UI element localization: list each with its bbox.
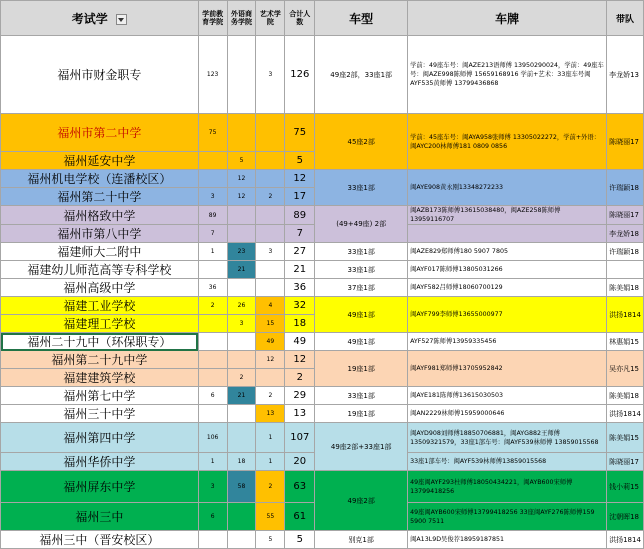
- c2-cell[interactable]: 3: [227, 315, 256, 333]
- school-cell[interactable]: 福建幼儿师范高等专科学校: [1, 261, 199, 279]
- c1-cell[interactable]: 2: [198, 297, 227, 315]
- plate-cell[interactable]: 闽AN2229林师傅15959000646: [408, 405, 607, 423]
- school-cell[interactable]: 福州第四中学: [1, 423, 199, 453]
- c2-cell[interactable]: 58: [227, 471, 256, 503]
- c1-cell[interactable]: [198, 405, 227, 423]
- c2-cell[interactable]: [227, 333, 256, 351]
- total-cell[interactable]: 32: [285, 297, 315, 315]
- total-cell[interactable]: 20: [285, 453, 315, 471]
- c2-cell[interactable]: [227, 114, 256, 152]
- guide-cell[interactable]: 吴亦凡15: [607, 351, 644, 387]
- plate-cell[interactable]: 闽AYF582吕师傅18060700129: [408, 279, 607, 297]
- school-cell[interactable]: 福建理工学校: [1, 315, 199, 333]
- plate-cell[interactable]: 闽AYE181陈师傅13615030503: [408, 387, 607, 405]
- c1-cell[interactable]: 3: [198, 188, 227, 206]
- guide-cell[interactable]: 陈美娟18: [607, 279, 644, 297]
- total-cell[interactable]: 63: [285, 471, 315, 503]
- total-cell[interactable]: 107: [285, 423, 315, 453]
- plate-cell[interactable]: 闽AYF017陈师傅13805031266: [408, 261, 607, 279]
- c1-cell[interactable]: 123: [198, 36, 227, 114]
- c2-cell[interactable]: 18: [227, 453, 256, 471]
- bus-type-cell[interactable]: 19座1部: [315, 351, 408, 387]
- school-cell[interactable]: 福州屏东中学: [1, 471, 199, 503]
- guide-cell[interactable]: 洪扬1814: [607, 405, 644, 423]
- school-cell[interactable]: 福州市财金职专: [1, 36, 199, 114]
- c3-cell[interactable]: 2: [256, 471, 285, 503]
- c3-cell[interactable]: [256, 369, 285, 387]
- plate-cell[interactable]: [408, 225, 607, 243]
- c3-cell[interactable]: [256, 206, 285, 225]
- c3-cell[interactable]: [256, 225, 285, 243]
- c3-cell[interactable]: 1: [256, 423, 285, 453]
- total-cell[interactable]: 89: [285, 206, 315, 225]
- school-cell[interactable]: 福建工业学校: [1, 297, 199, 315]
- total-cell[interactable]: 7: [285, 225, 315, 243]
- guide-cell[interactable]: 洪扬1814: [607, 531, 644, 549]
- plate-cell[interactable]: 闽AYF799李师傅13655000977: [408, 297, 607, 333]
- school-cell[interactable]: 福州华侨中学: [1, 453, 199, 471]
- guide-cell[interactable]: 陈晓丽17: [607, 114, 644, 170]
- school-cell[interactable]: 福州三十中学: [1, 405, 199, 423]
- c2-cell[interactable]: 5: [227, 152, 256, 170]
- table-row: [1, 261, 644, 279]
- c3-cell[interactable]: 55: [256, 503, 285, 531]
- total-cell[interactable]: 36: [285, 279, 315, 297]
- c2-cell[interactable]: 12: [227, 170, 256, 188]
- header-bus: 车型: [315, 1, 408, 36]
- total-cell[interactable]: 126: [285, 36, 315, 114]
- school-cell[interactable]: 福州市第二中学: [1, 114, 199, 152]
- plate-cell[interactable]: 33座1部车号：闽AYF539林师傅13859015568: [408, 453, 607, 471]
- table-row: [1, 36, 644, 114]
- total-cell[interactable]: 29: [285, 387, 315, 405]
- c1-cell[interactable]: [198, 369, 227, 387]
- guide-cell[interactable]: 钱小莉15: [607, 471, 644, 503]
- c2-cell[interactable]: [227, 206, 256, 225]
- school-cell[interactable]: 福州市第八中学: [1, 225, 199, 243]
- c3-cell[interactable]: 3: [256, 243, 285, 261]
- c1-cell[interactable]: [198, 531, 227, 549]
- table-row: [1, 297, 644, 315]
- c2-cell[interactable]: [227, 423, 256, 453]
- filter-dropdown-icon[interactable]: [116, 14, 127, 25]
- c3-cell[interactable]: 4: [256, 297, 285, 315]
- c2-cell[interactable]: [227, 531, 256, 549]
- school-cell[interactable]: 福州第二十九中学: [1, 351, 199, 369]
- table-row: [1, 471, 644, 503]
- bus-type-cell[interactable]: 49座2部: [315, 471, 408, 531]
- c3-cell[interactable]: [256, 279, 285, 297]
- header-row: [1, 1, 644, 36]
- table-row: [1, 351, 644, 369]
- c1-cell[interactable]: [198, 261, 227, 279]
- total-cell[interactable]: 27: [285, 243, 315, 261]
- table-row: [1, 170, 644, 188]
- school-cell[interactable]: 福州三中（晋安校区）: [1, 531, 199, 549]
- table-row: [1, 333, 644, 351]
- c2-cell[interactable]: 23: [227, 243, 256, 261]
- plate-cell[interactable]: 49座闽AYF293杜师傅18050434221，闽AYB600宋师傅13799418256: [408, 471, 607, 503]
- bus-type-cell[interactable]: 33座1部: [315, 387, 408, 405]
- guide-cell[interactable]: 陈晓丽17: [607, 206, 644, 225]
- c3-cell[interactable]: 5: [256, 531, 285, 549]
- table-row: [1, 387, 644, 405]
- table-row: [1, 243, 644, 261]
- c2-cell[interactable]: [227, 503, 256, 531]
- c1-cell[interactable]: 1: [198, 453, 227, 471]
- c2-cell[interactable]: [227, 36, 256, 114]
- c2-cell[interactable]: [227, 351, 256, 369]
- guide-cell[interactable]: 洪扬1814: [607, 297, 644, 333]
- table-row: [1, 114, 644, 152]
- c3-cell[interactable]: 3: [256, 36, 285, 114]
- total-cell[interactable]: 75: [285, 114, 315, 152]
- school-cell[interactable]: 福州延安中学: [1, 152, 199, 170]
- header-total: 合计人数: [285, 1, 315, 36]
- total-cell[interactable]: 13: [285, 405, 315, 423]
- header-c1: 学前教育学院: [198, 1, 227, 36]
- c3-cell[interactable]: 13: [256, 405, 285, 423]
- table-row: [1, 531, 644, 549]
- c2-cell[interactable]: 2: [227, 369, 256, 387]
- plate-cell[interactable]: 学前：49座车号：闽AZE213语师傅 13950290024，学前：49座车号：闽AZE998陈师傅 15659168916 学前+艺术：33座车号闽AYF535黄师傅 13799436868: [408, 36, 607, 114]
- bus-type-cell[interactable]: 49座2部，33座1部: [315, 36, 408, 114]
- header-c2: 外语商务学院: [227, 1, 256, 36]
- c3-cell[interactable]: 15: [256, 315, 285, 333]
- plate-cell[interactable]: 49座闽AYB600宋师傅13799418256 33座闽AYF276陈师傅159 5900 7511: [408, 503, 607, 531]
- c1-cell[interactable]: 36: [198, 279, 227, 297]
- total-cell[interactable]: 18: [285, 315, 315, 333]
- total-cell[interactable]: 61: [285, 503, 315, 531]
- guide-cell[interactable]: [607, 261, 644, 279]
- c3-cell[interactable]: [256, 261, 285, 279]
- guide-cell[interactable]: 陈美娟18: [607, 387, 644, 405]
- c1-cell[interactable]: [198, 170, 227, 188]
- guide-cell[interactable]: 李龙娇13: [607, 36, 644, 114]
- table-row: [1, 206, 644, 225]
- c2-cell[interactable]: [227, 225, 256, 243]
- total-cell[interactable]: 5: [285, 152, 315, 170]
- total-cell[interactable]: 17: [285, 188, 315, 206]
- guide-cell[interactable]: 许瑞颖18: [607, 170, 644, 206]
- c2-cell[interactable]: 21: [227, 261, 256, 279]
- total-cell[interactable]: 2: [285, 369, 315, 387]
- bus-type-cell[interactable]: 45座2部: [315, 114, 408, 170]
- guide-cell[interactable]: 陈美娟15: [607, 423, 644, 453]
- plate-cell[interactable]: 闽AYF981郑师傅13705952842: [408, 351, 607, 387]
- table-row: [1, 405, 644, 423]
- plate-cell[interactable]: 闽AZB173陈师傅13615038480，闽AZE258陈师傅13959116707: [408, 206, 607, 225]
- c1-cell[interactable]: 106: [198, 423, 227, 453]
- header-school[interactable]: [1, 1, 199, 36]
- table-body: [1, 36, 644, 549]
- bus-type-cell[interactable]: 49座1部: [315, 333, 408, 351]
- c3-cell[interactable]: [256, 170, 285, 188]
- guide-cell[interactable]: 李龙娇18: [607, 225, 644, 243]
- guide-cell[interactable]: 许瑞颖18: [607, 243, 644, 261]
- c3-cell[interactable]: 2: [256, 387, 285, 405]
- bus-type-cell[interactable]: 别克1部: [315, 531, 408, 549]
- guide-cell[interactable]: 林惠娟15: [607, 333, 644, 351]
- school-cell[interactable]: 福州第二十中学: [1, 188, 199, 206]
- bus-type-cell[interactable]: 33座1部: [315, 261, 408, 279]
- school-cell[interactable]: 福州机电学校（连潘校区）: [1, 170, 199, 188]
- c2-cell[interactable]: [227, 279, 256, 297]
- c3-cell[interactable]: 12: [256, 351, 285, 369]
- plate-cell[interactable]: 闽AZE829郑师傅180 5907 7805: [408, 243, 607, 261]
- bus-type-cell[interactable]: (49+49座) 2部: [315, 206, 408, 243]
- plate-cell[interactable]: 闽A13L9D吴俊荐18959187851: [408, 531, 607, 549]
- c3-cell[interactable]: 49: [256, 333, 285, 351]
- c1-cell[interactable]: 6: [198, 387, 227, 405]
- c2-cell[interactable]: 21: [227, 387, 256, 405]
- bus-type-cell[interactable]: 33座1部: [315, 243, 408, 261]
- guide-cell[interactable]: 沈朝晖18: [607, 503, 644, 531]
- c2-cell[interactable]: 12: [227, 188, 256, 206]
- c1-cell[interactable]: 1: [198, 243, 227, 261]
- c1-cell[interactable]: 89: [198, 206, 227, 225]
- c3-cell[interactable]: [256, 114, 285, 152]
- school-cell[interactable]: 福建建筑学校: [1, 369, 199, 387]
- school-cell[interactable]: 福州高级中学: [1, 279, 199, 297]
- c1-cell[interactable]: [198, 333, 227, 351]
- school-cell[interactable]: 福州二十九中（环保职专）: [1, 333, 199, 351]
- header-plate: 车牌: [408, 1, 607, 36]
- bus-type-cell[interactable]: 49座1部: [315, 297, 408, 333]
- c2-cell[interactable]: 26: [227, 297, 256, 315]
- c3-cell[interactable]: [256, 152, 285, 170]
- table-row: [1, 423, 644, 453]
- total-cell[interactable]: 21: [285, 261, 315, 279]
- c3-cell[interactable]: 2: [256, 188, 285, 206]
- bus-type-cell[interactable]: 49座2部+33座1部: [315, 423, 408, 471]
- school-cell[interactable]: 福建师大二附中: [1, 243, 199, 261]
- plate-cell[interactable]: 闽AYE908黄永刚13348272233: [408, 170, 607, 206]
- header-guide: 带队: [607, 1, 644, 36]
- c1-cell[interactable]: [198, 351, 227, 369]
- bus-type-cell[interactable]: 33座1部: [315, 170, 408, 206]
- c1-cell[interactable]: [198, 152, 227, 170]
- plate-cell[interactable]: 学前：45座车号：闽AYA958张师傅 13305022272，学前+外语：闽AYC200林师傅181 0809 0856: [408, 114, 607, 170]
- table-row: [1, 279, 644, 297]
- bus-type-cell[interactable]: 37座1部: [315, 279, 408, 297]
- school-cell[interactable]: 福州第七中学: [1, 387, 199, 405]
- total-cell[interactable]: 12: [285, 351, 315, 369]
- total-cell[interactable]: 12: [285, 170, 315, 188]
- plate-cell[interactable]: AYF527陈师傅13959335456: [408, 333, 607, 351]
- header-c3: 艺术学院: [256, 1, 285, 36]
- c1-cell[interactable]: 7: [198, 225, 227, 243]
- header-school-label: 考试学: [71, 11, 108, 26]
- c2-cell[interactable]: [227, 405, 256, 423]
- c1-cell[interactable]: 6: [198, 503, 227, 531]
- total-cell[interactable]: 5: [285, 531, 315, 549]
- total-cell[interactable]: 49: [285, 333, 315, 351]
- c3-cell[interactable]: 1: [256, 453, 285, 471]
- c1-cell[interactable]: [198, 315, 227, 333]
- bus-type-cell[interactable]: 19座1部: [315, 405, 408, 423]
- school-cell[interactable]: 福州三中: [1, 503, 199, 531]
- c1-cell[interactable]: 75: [198, 114, 227, 152]
- plate-cell[interactable]: 闽AYD908刘师傅18850706881，闽AYG882王师傅 13509321579，33座1部车号：闽AYF539林师傅 13859015568: [408, 423, 607, 453]
- school-cell[interactable]: 福州格致中学: [1, 206, 199, 225]
- c1-cell[interactable]: 3: [198, 471, 227, 503]
- guide-cell[interactable]: 陈晓丽17: [607, 453, 644, 471]
